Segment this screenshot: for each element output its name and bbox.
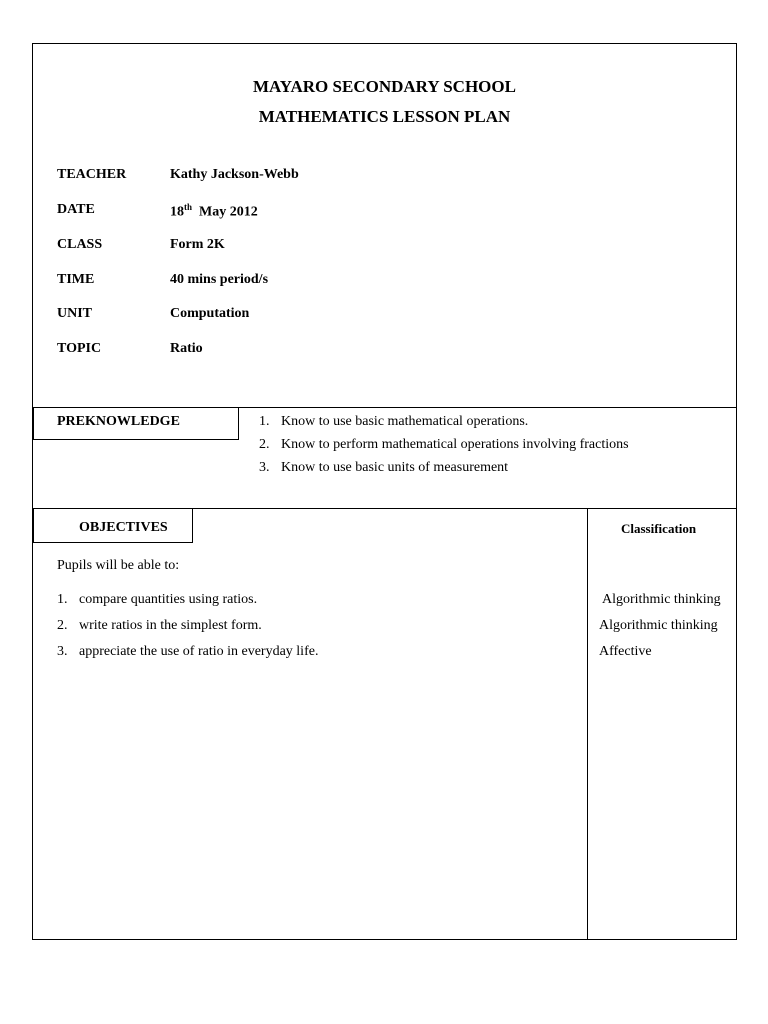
objective-item: 1. compare quantities using ratios. — [57, 592, 258, 607]
date-value — [170, 202, 258, 221]
objective-item: 3. appreciate the use of ratio in everyday life. — [57, 644, 319, 659]
unit-label: UNIT — [57, 306, 93, 321]
time-value: 40 mins period/s — [170, 272, 269, 287]
classification-heading: Classification — [621, 521, 697, 536]
date-day: 18 — [170, 204, 184, 220]
teacher-value: Kathy Jackson-Webb — [170, 167, 299, 182]
objective-classification: Affective — [599, 644, 652, 659]
objectives-heading: OBJECTIVES — [79, 520, 168, 535]
objective-classification: Algorithmic thinking — [602, 592, 721, 607]
date-suffix: th — [184, 202, 193, 212]
class-value: Form 2K — [170, 237, 225, 252]
teacher-label: TEACHER — [57, 167, 127, 182]
class-label: CLASS — [57, 237, 103, 252]
unit-value: Computation — [170, 306, 250, 321]
topic-value: Ratio — [170, 341, 203, 356]
preknowledge-heading: PREKNOWLEDGE — [57, 414, 180, 429]
date-month-year: May 2012 — [199, 204, 258, 220]
time-label: TIME — [57, 272, 95, 287]
objective-item: 2. write ratios in the simplest form. — [57, 618, 262, 633]
plan-title: MATHEMATICS LESSON PLAN — [258, 107, 511, 126]
preknowledge-item: 2. Know to perform mathematical operations involving fractions — [259, 437, 629, 452]
date-label: DATE — [57, 202, 95, 217]
objectives-intro: Pupils will be able to: — [57, 558, 180, 573]
school-name: MAYARO SECONDARY SCHOOL — [253, 77, 516, 96]
preknowledge-item: 3. Know to use basic units of measurement — [259, 460, 509, 475]
classification-column-divider — [587, 508, 588, 939]
lesson-plan-frame — [32, 43, 737, 940]
preknowledge-item: 1. Know to use basic mathematical operations. — [259, 414, 529, 429]
objective-classification: Algorithmic thinking — [599, 618, 718, 633]
topic-label: TOPIC — [57, 341, 102, 356]
